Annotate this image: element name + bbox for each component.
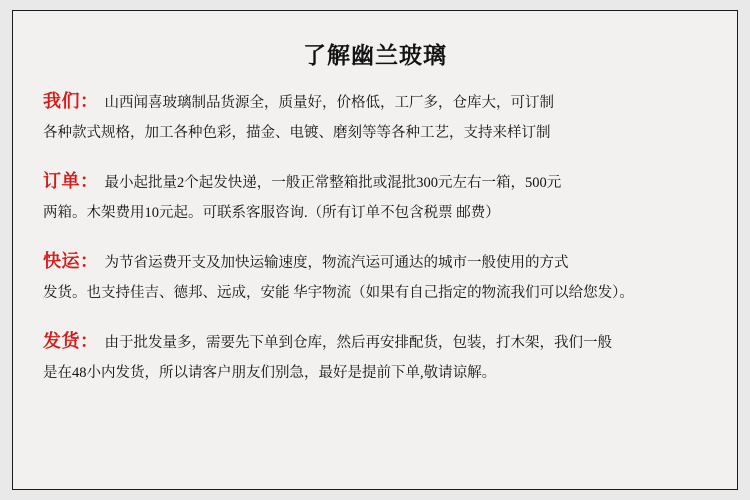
section-shipping bbox=[43, 326, 707, 388]
section-order bbox=[43, 166, 707, 228]
section-order-text1: 最小起批量2个起发快递，一般正常整箱批或混批300元左右一箱，500元 bbox=[104, 175, 562, 191]
section-shipping-label: 发货： bbox=[43, 331, 99, 351]
section-express-text2: 发货。也支持佳吉、德邦、远成，安能 华宇物流（如果有自己指定的物流我们可以给您发）。 bbox=[43, 285, 634, 301]
section-shipping-text1: 由于批发量多，需要先下单到仓库，然后再安排配货，包装，打木架，我们一般 bbox=[104, 335, 612, 351]
section-express-text1: 为节省运费开支及加快运输速度，物流汽运可通达的城市一般使用的方式 bbox=[104, 255, 569, 271]
section-about-text1: 山西闻喜玻璃制品货源全，质量好，价格低，工厂多，仓库大，可订制 bbox=[104, 95, 554, 111]
section-order-line1 bbox=[43, 166, 707, 198]
section-order-text2: 两箱。木架费用10元起。可联系客服咨询.（所有订单不包含税票 邮费） bbox=[43, 205, 500, 221]
section-shipping-text2: 是在48小内发货，所以请客户朋友们别急，最好是提前下单,敬请谅解。 bbox=[43, 365, 497, 381]
section-about-text2: 各种款式规格，加工各种色彩，描金、电镀、磨刻等等各种工艺，支持来样订制 bbox=[43, 125, 551, 141]
section-express-label: 快运： bbox=[43, 251, 99, 271]
document-sheet bbox=[12, 10, 738, 490]
section-express-line1 bbox=[43, 246, 707, 278]
page-title: 了解幽兰玻璃 bbox=[303, 43, 447, 68]
section-order-label: 订单： bbox=[43, 171, 99, 191]
section-about-line1 bbox=[43, 86, 707, 118]
section-about-label: 我们： bbox=[43, 91, 99, 111]
section-shipping-line1 bbox=[43, 326, 707, 358]
section-express bbox=[43, 246, 707, 308]
section-about bbox=[43, 86, 707, 148]
